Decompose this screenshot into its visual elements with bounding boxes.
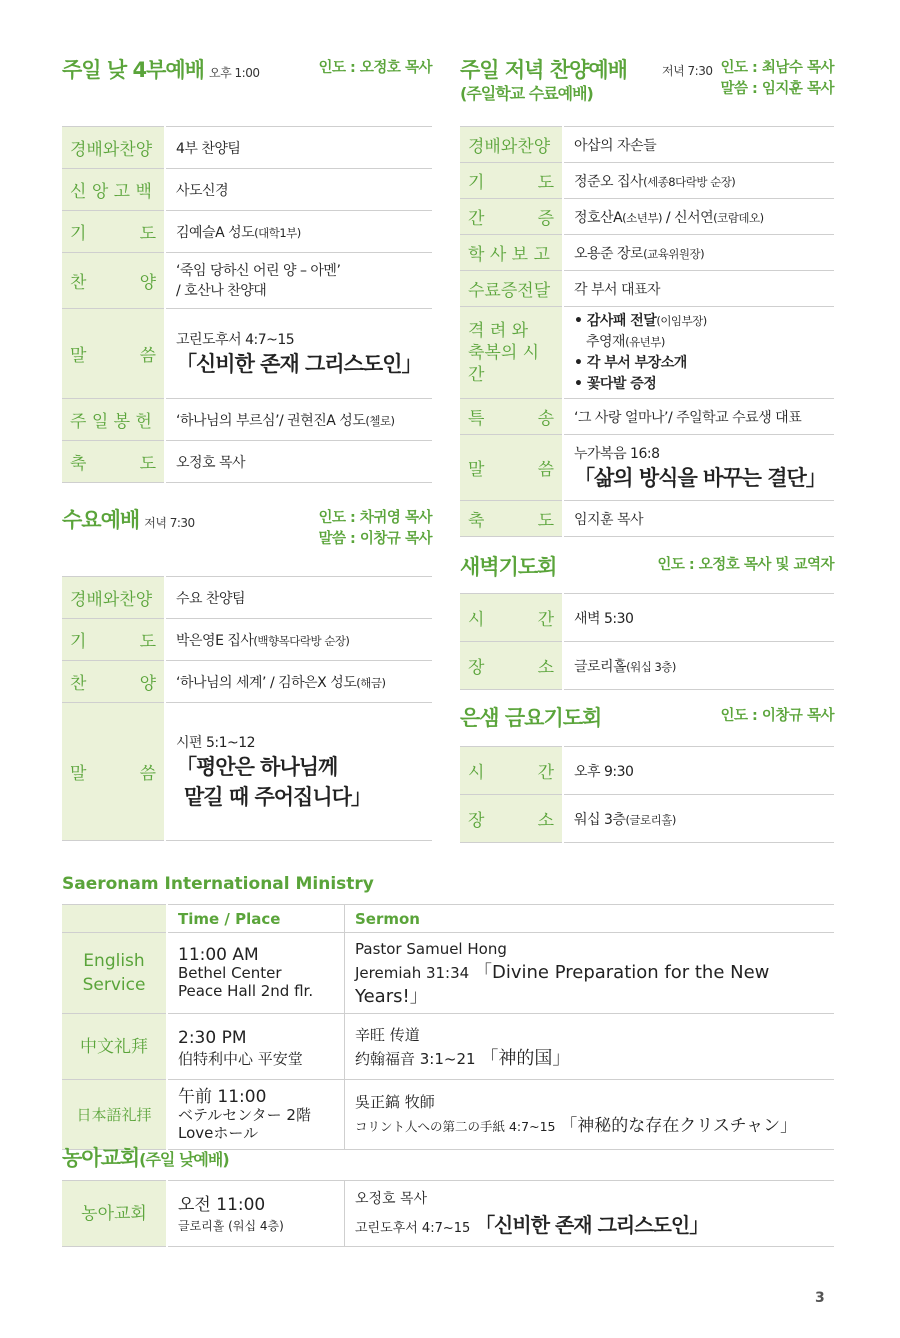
- table-row: [460, 399, 834, 435]
- table-row: [62, 619, 432, 661]
- row-label: 장 소: [460, 642, 563, 690]
- row-sermon: 辛旺 传道 约翰福音 3:1~21 「神的国」: [345, 1014, 835, 1080]
- eve-time: 저녁 7:30: [662, 64, 713, 78]
- row-label: 찬 양: [62, 253, 165, 309]
- sermon-title: 「평안은 하나님께: [176, 754, 338, 779]
- row-value: [165, 309, 432, 399]
- table-row: [62, 127, 432, 169]
- row-value: ‘하나님의 부르심’/ 권현진A 성도(첼로): [165, 399, 432, 441]
- dawn-lead: 인도 : 오정호 목사 및 교역자: [657, 557, 834, 573]
- table-row: [460, 594, 834, 642]
- noon4-title: 주일 낮 4부예배: [62, 58, 204, 82]
- table-row: [62, 441, 432, 483]
- row-label: 장 소: [460, 795, 563, 843]
- table-row: [62, 661, 432, 703]
- table-row: [62, 309, 432, 399]
- noon4-table: [62, 126, 432, 483]
- scripture-ref: 누가복음 16:8: [574, 445, 660, 462]
- row-value: 아삽의 자손들: [563, 127, 834, 163]
- table-row: [460, 307, 834, 399]
- row-label: 경배와찬양: [62, 127, 165, 169]
- row-value: 오정호 목사: [165, 441, 432, 483]
- fri-table: [460, 746, 834, 843]
- eve-subtitle: (주일학교 수료예배): [460, 84, 593, 103]
- scripture-ref: 시편 5:1~12: [176, 734, 256, 751]
- row-label: 시 간: [460, 747, 563, 795]
- dawn-table: [460, 593, 834, 690]
- row-label: 기 도: [62, 211, 165, 253]
- row-label: 축 도: [62, 441, 165, 483]
- table-row: [460, 501, 834, 537]
- fri-section: [460, 706, 834, 843]
- row-value: 정준오 집사(세종8다락방 순장): [563, 163, 834, 199]
- row-value: 정호산A(소년부) / 신서연(코람데오): [563, 199, 834, 235]
- header-blank: [62, 905, 167, 933]
- sermon-title: 「신비한 존재 그리스도인」: [176, 351, 422, 376]
- row-label: English Service: [62, 933, 167, 1014]
- table-row: [62, 577, 432, 619]
- deaf-table: [62, 1180, 834, 1247]
- eve-lead: 인도 : 최남수 목사 말씀 : 임지훈 목사: [720, 60, 834, 97]
- row-label: 수료증전달: [460, 271, 563, 307]
- table-row: [62, 399, 432, 441]
- col-sermon: Sermon: [345, 905, 835, 933]
- row-value: 시편 5:1~12 「평안은 하나님께 맡길 때 주어집니다」: [165, 703, 432, 841]
- sermon-title: 「삶의 방식을 바꾸는 결단」: [574, 465, 826, 490]
- table-row: [460, 435, 834, 501]
- row-label: 격 려 와 축복의 시간: [460, 307, 563, 399]
- row-sermon: Pastor Samuel Hong Jeremiah 31:34 「Divine Preparation for the New Years!」: [345, 933, 835, 1014]
- table-row: [460, 163, 834, 199]
- row-value: 4부 찬양팀: [165, 127, 432, 169]
- row-label: 신 앙 고 백: [62, 169, 165, 211]
- eve-title: 주일 저녁 찬양예배: [460, 58, 627, 82]
- intl-table: [62, 904, 834, 1150]
- fri-lead: 인도 : 이창규 목사: [720, 708, 834, 724]
- col-time-place: Time / Place: [167, 905, 345, 933]
- table-row: [62, 703, 432, 841]
- row-label: 中文礼拜: [62, 1014, 167, 1080]
- row-label: 日本語礼拝: [62, 1080, 167, 1150]
- dawn-section: [460, 555, 834, 690]
- table-row: [460, 235, 834, 271]
- row-sermon: 오정호 목사 고린도후서 4:7~15 「신비한 존재 그리스도인」: [345, 1181, 835, 1247]
- table-row: [460, 747, 834, 795]
- row-label: 기 도: [460, 163, 563, 199]
- row-value: 박은영E 집사(백향목다락방 순장): [165, 619, 432, 661]
- row-value: 수요 찬양팀: [165, 577, 432, 619]
- row-value: 워십 3층(글로리홀): [563, 795, 834, 843]
- row-label: 말 씀: [62, 309, 165, 399]
- row-value: [563, 435, 834, 501]
- table-row: [62, 1181, 834, 1247]
- row-value: ‘죽임 당하신 어린 양 – 아멘’ / 호산나 찬양대: [165, 253, 432, 309]
- table-row: [460, 199, 834, 235]
- deaf-subtitle: (주일 낮예배): [139, 1150, 229, 1169]
- wed-time: 저녁 7:30: [144, 516, 195, 530]
- row-value: • 감사패 전달(이임부장) 추영재(유년부) • 각 부서 부장소개 • 꽃다발 증정: [563, 307, 834, 399]
- eve-table: [460, 126, 834, 537]
- wed-title: 수요예배: [62, 508, 140, 532]
- row-time-place: 2:30 PM 伯特利中心 平安堂: [167, 1014, 345, 1080]
- row-label: 학 사 보 고: [460, 235, 563, 271]
- table-row: [62, 1014, 834, 1080]
- eve-section: [460, 58, 834, 537]
- table-row: [62, 169, 432, 211]
- noon4-lead: 인도 : 오정호 목사: [318, 60, 432, 76]
- row-value: 각 부서 대표자: [563, 271, 834, 307]
- row-label: 축 도: [460, 501, 563, 537]
- row-label: 경배와찬양: [62, 577, 165, 619]
- dawn-title: 새벽기도회: [460, 555, 557, 579]
- row-sermon: 吳正鎬 牧師 コリント人への第二の手紙 4:7~15 「神秘的な存在クリスチャン」: [345, 1080, 835, 1150]
- row-value: 글로리홀(워십 3층): [563, 642, 834, 690]
- table-row: [460, 127, 834, 163]
- row-time-place: 11:00 AM Bethel Center Peace Hall 2nd flr.: [167, 933, 345, 1014]
- row-value: 오용준 장로(교육위원장): [563, 235, 834, 271]
- noon4-section: [62, 58, 432, 483]
- table-row: [460, 795, 834, 843]
- page-number: 3: [815, 1290, 825, 1306]
- table-row: [460, 271, 834, 307]
- row-value: ‘그 사랑 얼마나’/ 주일학교 수료생 대표: [563, 399, 834, 435]
- row-label: 특 송: [460, 399, 563, 435]
- deaf-title: 농아교회: [62, 1146, 140, 1170]
- row-value: 새벽 5:30: [563, 594, 834, 642]
- table-row: [62, 933, 834, 1014]
- row-label: 주 일 봉 헌: [62, 399, 165, 441]
- row-value: 오후 9:30: [563, 747, 834, 795]
- row-label: 간 증: [460, 199, 563, 235]
- row-value: ‘하나님의 세계’ / 김하은X 성도(해금): [165, 661, 432, 703]
- row-label: 농아교회: [62, 1181, 167, 1247]
- row-time-place: 오전 11:00 글로리홀 (워십 4층): [167, 1181, 345, 1247]
- intl-section: [62, 872, 834, 1150]
- wed-table: [62, 576, 432, 841]
- row-time-place: 午前 11:00 ベテルセンター 2階 Loveホール: [167, 1080, 345, 1150]
- fri-title: 은샘 금요기도회: [460, 706, 602, 730]
- row-label: 찬 양: [62, 661, 165, 703]
- wed-lead: 인도 : 차귀영 목사 말씀 : 이창규 목사: [318, 510, 432, 547]
- table-row: [460, 642, 834, 690]
- row-value: 임지훈 목사: [563, 501, 834, 537]
- row-value: 김예슬A 성도(대학1부): [165, 211, 432, 253]
- scripture-ref: 고린도후서 4:7~15: [176, 331, 295, 348]
- wed-section: [62, 508, 432, 841]
- deaf-section: [62, 1146, 834, 1247]
- intl-title: Saeronam International Ministry: [62, 874, 374, 894]
- row-label: 시 간: [460, 594, 563, 642]
- row-label: 말 씀: [460, 435, 563, 501]
- table-row: [62, 211, 432, 253]
- table-row: [62, 253, 432, 309]
- row-label: 말 씀: [62, 703, 165, 841]
- row-label: 기 도: [62, 619, 165, 661]
- table-header-row: [62, 905, 834, 933]
- noon4-time: 오후 1:00: [209, 66, 260, 80]
- row-label: 경배와찬양: [460, 127, 563, 163]
- table-row: [62, 1080, 834, 1150]
- row-value: 사도신경: [165, 169, 432, 211]
